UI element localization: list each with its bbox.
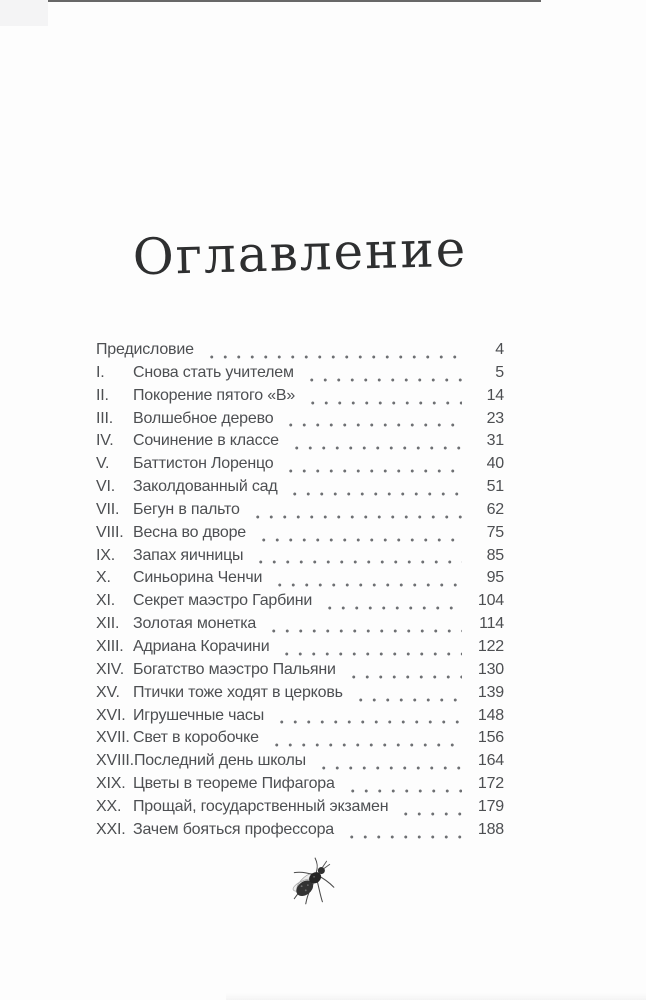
dot-leader xyxy=(254,547,462,570)
toc-entry-numeral: IX. xyxy=(96,546,115,564)
toc-entry-title: Игрушечные часы xyxy=(133,706,265,724)
toc-entry-title: Адриана Корачини xyxy=(133,637,270,655)
toc-entry-numeral: XVIII. xyxy=(96,752,134,770)
dot-leader xyxy=(284,410,462,433)
toc-entry-numeral: XVII. xyxy=(96,729,130,747)
toc-entry-title: Цветы в теореме Пифагора xyxy=(133,775,335,793)
toc-entry xyxy=(96,707,504,730)
dot-leader xyxy=(280,638,462,661)
dot-leader xyxy=(346,775,462,798)
toc-entry xyxy=(96,752,504,775)
toc-entry-numeral: II. xyxy=(96,386,109,404)
dot-leader xyxy=(284,455,462,478)
toc-entry-title: Заколдованный сад xyxy=(133,478,278,496)
toc-entry-title: Последний день школы xyxy=(133,752,306,770)
toc-entry-numeral: III. xyxy=(96,409,113,427)
toc-entry-numeral: X. xyxy=(96,569,111,587)
toc-entry-page: 179 xyxy=(477,797,504,815)
dot-leader xyxy=(270,729,462,752)
toc-entry-page: 75 xyxy=(486,523,504,541)
toc-entry-title: Волшебное дерево xyxy=(133,409,274,427)
toc-entry-page: 31 xyxy=(486,432,504,450)
toc-entry-numeral: V. xyxy=(96,455,110,473)
toc-entry-page: 130 xyxy=(477,660,504,678)
toc-entry xyxy=(96,684,504,707)
dot-leader xyxy=(399,798,462,821)
toc-entry xyxy=(96,364,504,387)
toc-list xyxy=(96,341,504,844)
toc-entry-title: Бегун в пальто xyxy=(133,500,240,518)
toc-entry xyxy=(96,615,504,638)
dot-leader xyxy=(290,432,462,455)
toc-entry-numeral: XII. xyxy=(96,615,120,633)
toc-entry-title: Птички тоже ходят в церковь xyxy=(133,683,343,701)
toc-entry-page: 104 xyxy=(477,592,504,610)
dot-leader xyxy=(305,364,462,387)
scan-corner-artifact xyxy=(0,0,48,26)
toc-entry-numeral: IV. xyxy=(96,432,114,450)
toc-entry-title: Предисловие xyxy=(96,341,194,358)
toc-entry-page: 4 xyxy=(495,341,504,358)
toc-entry-numeral: VIII. xyxy=(96,523,124,541)
toc-entry-numeral: XI. xyxy=(96,592,115,610)
page-title: Оглавление xyxy=(132,219,468,287)
dot-leader xyxy=(317,752,462,775)
toc-entry-title: Свет в коробочке xyxy=(133,729,259,747)
toc-entry-numeral: XXI. xyxy=(96,820,126,838)
toc-entry-page: 85 xyxy=(486,546,504,564)
toc-entry-page: 156 xyxy=(477,729,504,747)
toc-entry-page: 148 xyxy=(477,706,504,724)
toc-entry-numeral: XX. xyxy=(96,797,122,815)
toc-entry-page: 5 xyxy=(495,363,504,381)
toc-entry-title: Секрет маэстро Гарбини xyxy=(133,592,313,610)
toc-entry-page: 14 xyxy=(486,386,504,404)
toc-entry-title: Богатство маэстро Пальяни xyxy=(133,660,336,678)
toc-entry xyxy=(96,821,504,844)
toc-entry-numeral: XVI. xyxy=(96,706,126,724)
toc-entry xyxy=(96,478,504,501)
toc-entry-numeral: XIX. xyxy=(96,775,126,793)
toc-entry xyxy=(96,410,504,433)
toc-entry-page: 188 xyxy=(477,820,504,838)
dot-leader xyxy=(251,501,462,524)
toc-entry-page: 51 xyxy=(486,478,504,496)
toc-entry-numeral: XV. xyxy=(96,683,120,701)
toc-entry-numeral: VII. xyxy=(96,500,120,518)
toc-entry xyxy=(96,341,504,364)
toc-entry xyxy=(96,729,504,752)
toc-entry xyxy=(96,547,504,570)
toc-entry-title: Покорение пятого «В» xyxy=(133,386,296,404)
toc-entry xyxy=(96,432,504,455)
dot-leader xyxy=(273,569,462,592)
toc-entry-page: 139 xyxy=(477,683,504,701)
toc-entry-title: Зачем бояться профессора xyxy=(133,820,334,838)
toc-entry-page: 122 xyxy=(477,637,504,655)
toc-entry xyxy=(96,775,504,798)
dot-leader xyxy=(306,387,462,410)
toc-entry xyxy=(96,592,504,615)
toc-entry xyxy=(96,638,504,661)
toc-entry-title: Сочинение в классе xyxy=(133,432,279,450)
dot-leader xyxy=(347,661,462,684)
toc-entry-title: Запах яичницы xyxy=(133,546,244,564)
page-bottom-shadow xyxy=(226,993,646,1000)
toc-entry-page: 172 xyxy=(477,775,504,793)
toc-entry-page: 164 xyxy=(477,752,504,770)
toc-entry-title: Золотая монетка xyxy=(133,615,257,633)
toc-entry-title: Прощай, государственный экзамен xyxy=(133,797,389,815)
dot-leader xyxy=(354,684,462,707)
toc-entry-numeral: I. xyxy=(96,363,105,381)
toc-entry-page: 40 xyxy=(486,455,504,473)
toc-entry xyxy=(96,798,504,821)
toc-entry-page: 62 xyxy=(486,500,504,518)
dot-leader xyxy=(257,524,462,547)
fly-icon xyxy=(288,856,336,908)
toc-entry xyxy=(96,661,504,684)
toc-entry-page: 95 xyxy=(486,569,504,587)
toc-entry xyxy=(96,524,504,547)
toc-entry xyxy=(96,455,504,478)
toc-entry-numeral: XIV. xyxy=(96,660,124,678)
toc-entry-page: 114 xyxy=(479,615,504,633)
toc-entry xyxy=(96,387,504,410)
toc-entry-numeral: VI. xyxy=(96,478,115,496)
dot-leader xyxy=(275,707,462,730)
dot-leader xyxy=(267,615,462,638)
toc-entry-title: Снова стать учителем xyxy=(133,363,294,381)
dot-leader xyxy=(345,821,462,844)
dot-leader xyxy=(205,341,462,364)
toc-entry-title: Синьорина Ченчи xyxy=(133,569,263,587)
scan-edge-artifact xyxy=(33,0,541,2)
toc-entry-numeral: XIII. xyxy=(96,637,124,655)
dot-leader xyxy=(323,592,462,615)
toc-entry-title: Баттистон Лоренцо xyxy=(133,455,274,473)
toc-entry xyxy=(96,569,504,592)
dot-leader xyxy=(288,478,462,501)
toc-entry-title: Весна во дворе xyxy=(133,523,246,541)
toc-entry-page: 23 xyxy=(486,409,504,427)
toc-entry xyxy=(96,501,504,524)
